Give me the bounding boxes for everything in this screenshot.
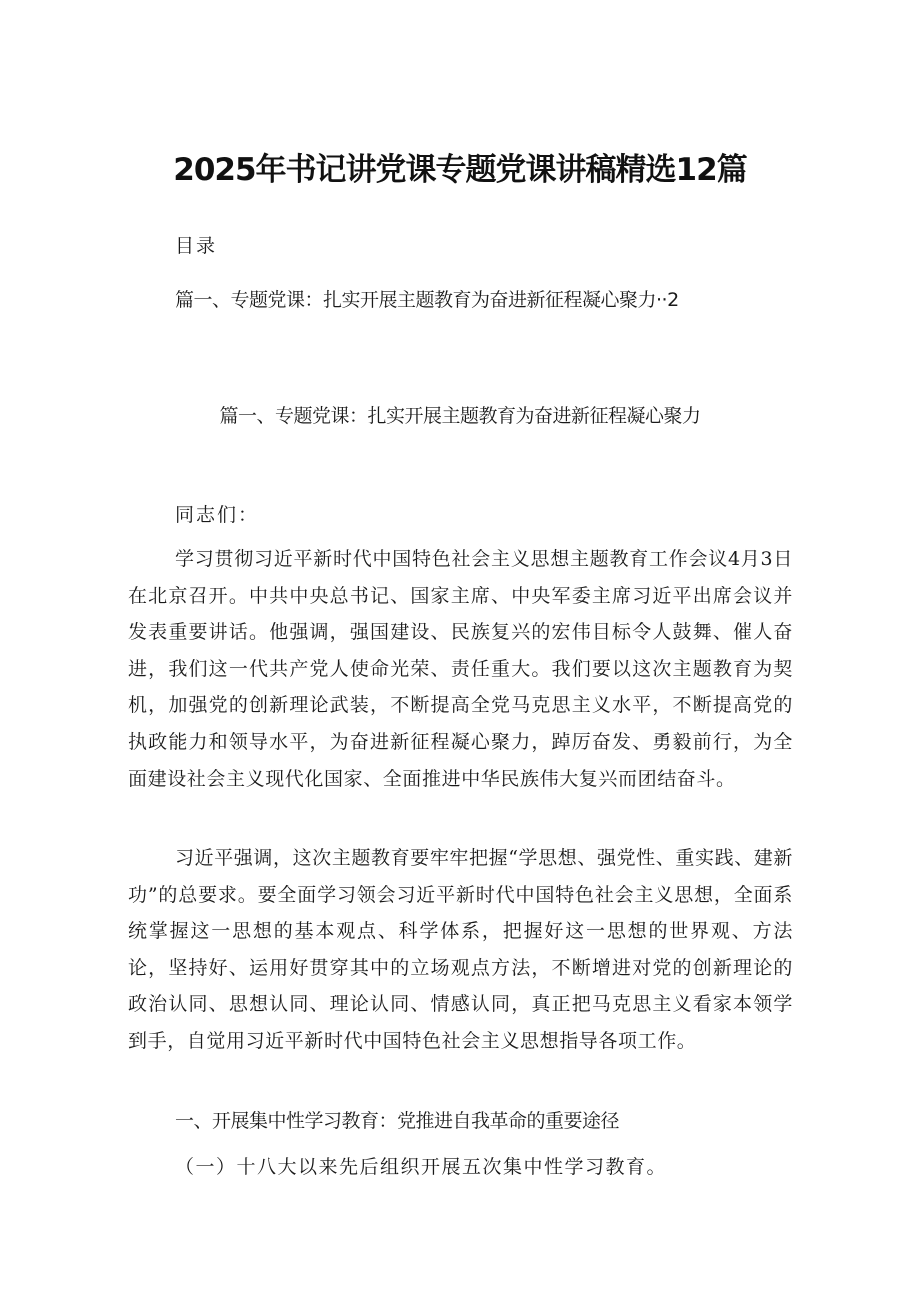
subheading-item-1: （一）十八大以来先后组织开展五次集中性学习教育。 bbox=[175, 1156, 668, 1178]
body-paragraph-2: 习近平强调，这次主题教育要牢牢把握“学思想、强党性、重实践、建新功”的总要求。要全面学习领会习近平新时代中国特色社会主义思想，全面系统掌握这一思想的基本观点、科学体系，把握好这一思想的世界观、方法论，坚持好、运用好贯穿其中的立场观点方法，不断增进对党的创新理论的政治认同、思想认同、理论认同、情感认同，真正把马克思主义看家本领学到手，自觉用习近平新时代中国特色社会主义思想指导各项工作。 bbox=[128, 847, 793, 1052]
document-title: 2025年书记讲党课专题党课讲稿精选12篇 bbox=[173, 152, 747, 188]
body-paragraph-1: 学习贯彻习近平新时代中国特色社会主义思想主题教育工作会议4月3日在北京召开。中共中央总书记、国家主席、中央军委主席习近平出席会议并发表重要讲话。他强调，强国建设、民族复兴的宏伟目标令人鼓舞、催人奋进，我们这一代共产党人使命光荣、责任重大。我们要以这次主题教育为契机，加强党的创新理论武装，不断提高全党马克思主义水平，不断提高党的执政能力和领导水平，为奋进新征程凝心聚力，踔厉奋发、勇毅前行，为全面建设社会主义现代化国家、全面推进中华民族伟大复兴而团结奋斗。 bbox=[128, 548, 793, 790]
heading-level-1: 一、开展集中性学习教育：党推进自我革命的重要途径 bbox=[175, 1110, 620, 1132]
toc-entry-1[interactable]: 篇一、专题党课：扎实开展主题教育为奋进新征程凝心聚力··2 bbox=[175, 289, 679, 311]
section-title: 篇一、专题党课：扎实开展主题教育为奋进新征程凝心聚力 bbox=[219, 405, 701, 427]
salutation: 同志们： bbox=[175, 504, 260, 526]
toc-label: 目录 bbox=[175, 235, 218, 257]
